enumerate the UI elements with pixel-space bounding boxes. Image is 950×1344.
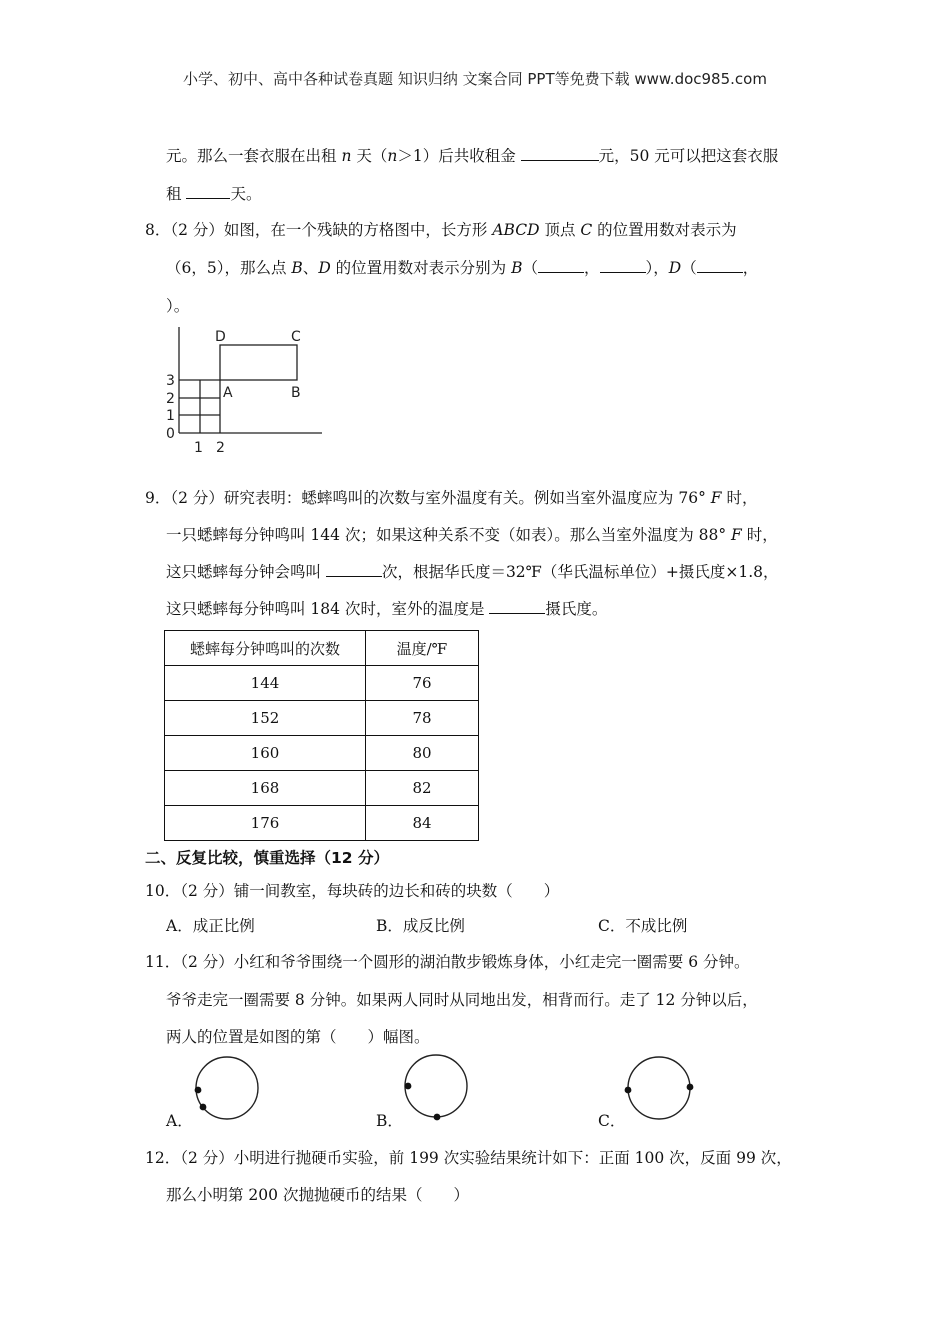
- label-d: D: [215, 329, 226, 345]
- q8-text-e: 、: [302, 259, 319, 277]
- label-a: A: [223, 385, 233, 401]
- table-row: [165, 771, 479, 806]
- q9-text-a: （2 分）研究表明：蟋蟀鸣叫的次数与室外温度有关。例如当室外温度应为 76°: [170, 489, 711, 507]
- dot-a2: [200, 1104, 207, 1111]
- table-cell: 168: [165, 771, 366, 806]
- q7-text-e: 租: [166, 185, 187, 203]
- q8-line3: [166, 296, 189, 316]
- q8-blank-3[interactable]: [697, 258, 743, 273]
- q9-text-g: 这只蟋蟀每分钟鸣叫 184 次时，室外的温度是: [166, 600, 490, 618]
- q8-blank-2[interactable]: [600, 258, 646, 273]
- table-cell: 152: [165, 701, 366, 736]
- q8-grid-figure: [160, 322, 330, 457]
- q11-figure-b[interactable]: [400, 1052, 472, 1124]
- q8-text-g: （: [522, 259, 539, 277]
- q11-text-a: （2 分）小红和爷爷围绕一个圆形的湖泊散步锻炼身体，小红走完一圈需要 6 分钟。: [180, 953, 750, 971]
- q8-text-h: ，: [584, 259, 600, 277]
- q8-text-i: ），: [645, 259, 669, 277]
- table-cell: 160: [165, 736, 366, 771]
- q8-blank-1[interactable]: [538, 258, 584, 273]
- y-tick-1: 1: [166, 408, 175, 424]
- label-b: B: [291, 385, 301, 401]
- q8-b: B: [291, 259, 303, 277]
- q7-text-a: 元。那么一套衣服在出租: [166, 147, 342, 165]
- cricket-table: [164, 630, 479, 841]
- section-2-title: 二、反复比较，慎重选择（12 分）: [145, 849, 389, 867]
- q9-blank-2[interactable]: [489, 599, 545, 614]
- q9-number: 9．: [145, 489, 171, 507]
- q9-f: F: [710, 489, 722, 507]
- q11-number: 11．: [145, 953, 181, 971]
- table-row: [165, 701, 479, 736]
- q10-text: （2 分）铺一间教室，每块砖的边长和砖的块数（ ）: [180, 882, 560, 900]
- q8-c: C: [580, 221, 593, 239]
- q7-text-c: ＞1）后共收租金: [397, 147, 521, 165]
- q11-option-b-label[interactable]: B．: [376, 1112, 403, 1130]
- dot-b2: [434, 1114, 441, 1121]
- rectangle-abcd: [220, 345, 297, 380]
- y-tick-3: 3: [166, 373, 175, 389]
- dot-c1: [625, 1087, 632, 1094]
- q12-text-a: （2 分）小明进行抛硬币实验，前 199 次实验结果统计如下：正面 100 次，反面 99 次，: [180, 1149, 792, 1167]
- circle-a: [196, 1057, 258, 1119]
- q7-line1: [166, 146, 778, 166]
- q11-line2: 爷爷走完一圈需要 8 分钟。如果两人同时从同地出发，相背而行。走了 12 分钟以后，: [166, 991, 758, 1009]
- table-row: [165, 666, 479, 701]
- circle-b: [405, 1055, 467, 1117]
- x-tick-2: 2: [216, 440, 225, 456]
- q12-line2: 那么小明第 200 次抛抛硬币的结果（ ）: [166, 1186, 469, 1204]
- q7-line2: [166, 184, 261, 204]
- q8-d: D: [318, 259, 331, 277]
- table-header-row: [165, 631, 479, 666]
- q9-line2: [166, 525, 778, 545]
- q12-line1: [145, 1148, 792, 1168]
- q11-option-a-label[interactable]: A．: [166, 1112, 193, 1130]
- q11-option-c-label[interactable]: C．: [598, 1112, 626, 1130]
- y-tick-0: 0: [166, 426, 175, 442]
- circle-c: [628, 1057, 690, 1119]
- q11-figure-c[interactable]: [624, 1052, 696, 1124]
- q11-line3: 两人的位置是如图的第（ ）幅图。: [166, 1028, 430, 1046]
- q8-line1: [145, 220, 737, 240]
- label-c: C: [291, 329, 301, 345]
- table-row: [165, 736, 479, 771]
- table-cell: 76: [366, 666, 479, 701]
- q9-text-f: 次，根据华氏度＝32℉（华氏温标单位）+摄氏度×1.8，: [381, 563, 779, 581]
- q9-line1: [145, 488, 757, 508]
- q10-line: [145, 881, 559, 901]
- q9-text-h: 摄氏度。: [545, 600, 608, 618]
- table-cell: 78: [366, 701, 479, 736]
- q8-number: 8．: [145, 221, 171, 239]
- q10-option-b[interactable]: B．成反比例: [376, 917, 465, 935]
- q12-number: 12．: [145, 1149, 181, 1167]
- y-tick-2: 2: [166, 391, 175, 407]
- table-cell: 82: [366, 771, 479, 806]
- q7-n2: n: [387, 147, 398, 165]
- q8-text-d: （6，5），那么点: [166, 259, 292, 277]
- q7-text-f: 天。: [230, 185, 262, 203]
- q9-blank-1[interactable]: [326, 562, 382, 577]
- dot-c2: [687, 1084, 694, 1091]
- q8-text-k: ，: [742, 259, 759, 277]
- q7-text-b: 天（: [351, 147, 388, 165]
- q7-text-d: 元，50 元可以把这套衣服: [598, 147, 779, 165]
- table-header-temp: 温度/℉: [366, 631, 479, 666]
- table-cell: 176: [165, 806, 366, 841]
- q7-n: n: [341, 147, 352, 165]
- dot-b1: [405, 1083, 412, 1090]
- q8-text-f: 的位置用数对表示分别为: [330, 259, 512, 277]
- q8-text-j: （: [681, 259, 697, 277]
- q9-text-b: 时，: [721, 489, 758, 507]
- q9-text-e: 这只蟋蟀每分钟会鸣叫: [166, 563, 326, 581]
- q9-text-d: 时，: [741, 526, 778, 544]
- q11-line1: [145, 952, 750, 972]
- q10-option-c[interactable]: C．不成比例: [598, 917, 688, 935]
- table-cell: 144: [165, 666, 366, 701]
- q8-text-c: 的位置用数对表示为: [592, 221, 737, 239]
- table-header-chirps: 蟋蟀每分钟鸣叫的次数: [165, 631, 366, 666]
- q9-f2: F: [731, 526, 742, 544]
- dot-a1: [195, 1087, 202, 1094]
- q9-line4: [166, 599, 607, 619]
- q11-figure-a[interactable]: [192, 1052, 264, 1124]
- page-header: 小学、初中、高中各种试卷真题 知识归纳 文案合同 PPT等免费下载 www.doc985.com: [183, 70, 767, 88]
- q10-option-a[interactable]: A．成正比例: [166, 917, 255, 935]
- q7-blank-2[interactable]: [186, 184, 230, 199]
- table-cell: 80: [366, 736, 479, 771]
- x-tick-1: 1: [194, 440, 203, 456]
- q8-abcd: ABCD: [492, 221, 540, 239]
- table-cell: 84: [366, 806, 479, 841]
- q10-number: 10．: [145, 882, 181, 900]
- q8-d2: D: [668, 259, 682, 277]
- q8-text-l: ）。: [166, 297, 190, 315]
- q9-line3: [166, 562, 779, 582]
- q7-blank-1[interactable]: [521, 146, 599, 161]
- q8-line2: [166, 258, 758, 278]
- q8-text-a: （2 分）如图，在一个残缺的方格图中，长方形: [170, 221, 493, 239]
- q9-text-c: 一只蟋蟀每分钟鸣叫 144 次；如果这种关系不变（如表）。那么当室外温度为 88°: [166, 526, 732, 544]
- q8-b2: B: [511, 259, 523, 277]
- q8-text-b: 顶点: [539, 221, 581, 239]
- table-row: [165, 806, 479, 841]
